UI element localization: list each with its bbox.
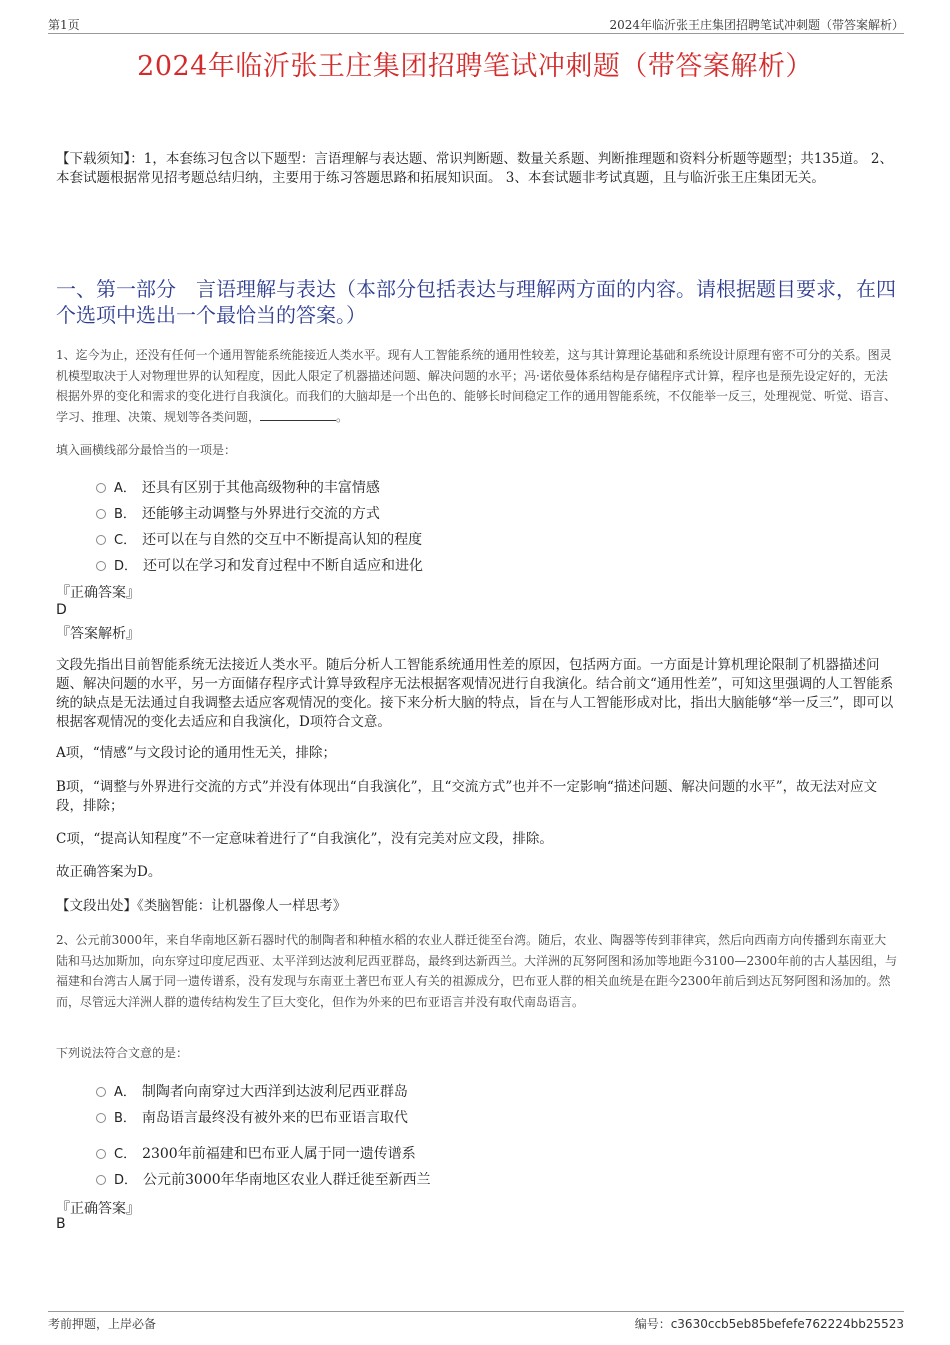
header-doc-name: 2024年临沂张王庄集团招聘笔试冲刺题（带答案解析）	[609, 18, 904, 32]
q2-option-a[interactable]: A． 制陶者向南穿过大西洋到达波利尼西亚群岛	[96, 1081, 408, 1101]
page-title: 2024年临沂张王庄集团招聘笔试冲刺题（带答案解析）	[137, 51, 813, 82]
q1-answer: D	[56, 602, 67, 618]
page-header	[48, 14, 904, 34]
page-number: 第1页	[48, 18, 80, 32]
q1-analysis-b: B项，“调整与外界进行交流的方式”并没有体现出“自我演化”，且“交流方式”也并不一定影响“描述问题、解决问题的水平”，故无法对应文段，排除；	[56, 779, 878, 814]
section-heading: 一、第一部分 言语理解与表达（本部分包括表达与理解两方面的内容。请根据题目要求，在四个选项中选出一个最恰当的答案。）	[56, 277, 896, 327]
q1-source: 【文段出处】《类脑智能：让机器像人一样思考》	[56, 898, 347, 914]
q2-option-b[interactable]: B． 南岛语言最终没有被外来的巴布亚语言取代	[96, 1107, 408, 1127]
q1-analysis-label: 『答案解析』	[56, 626, 140, 642]
question-1-stem	[56, 345, 898, 427]
question-2-stem: 2、公元前3000年，来自华南地区新石器时代的制陶者和种植水稻的农业人群迁徙至台湾。随后，农业、陶器等传到菲律宾，然后向西南方向传播到东南亚大陆和马达加斯加，向东穿过印度尼西亚、太平洋到达波利尼西亚群岛，最终到达新西兰。大洋洲的瓦努阿图和汤加等地距今3100—2300年前的古人基因组，与福建和台湾古人属于同一遗传谱系，没有发现与东南亚土著巴布亚人有关的祖源成分，巴布亚人群的相关血统是在距今2300年前后到达瓦努阿图和汤加的。然而，尽管远大洋洲人群的遗传结构发生了巨大变化，但作为外来的巴布亚语言并没有取代南岛语言。	[56, 933, 898, 1009]
q2-answer: B	[56, 1216, 66, 1232]
q1-analysis-a: A项，“情感”与文段讨论的通用性无关，排除；	[56, 745, 337, 761]
radio-button[interactable]	[96, 535, 106, 545]
q1-analysis-c: C项，“提高认知程度”不一定意味着进行了“自我演化”，没有完美对应文段，排除。	[56, 831, 553, 847]
radio-button[interactable]	[96, 1113, 106, 1123]
q1-option-a[interactable]: A． 还具有区别于其他高级物种的丰富情感	[96, 477, 380, 497]
radio-button[interactable]	[96, 1175, 106, 1185]
q1-option-b[interactable]: B． 还能够主动调整与外界进行交流的方式	[96, 503, 380, 523]
question-1-text: 1、迄今为止，还没有任何一个通用智能系统能接近人类水平。现有人工智能系统的通用性较差，这与其计算理论基础和系统设计原理有密不可分的关系。图灵机模型取决于人对物理世界的认知程度，因此人限定了机器描述问题、解决问题的水平；冯·诺依曼体系结构是存储程序式计算，程序也是预先设定好的，无法根据外界的变化和需求的变化进行自我演化。而我们的大脑却是一个出色的、能够长时间稳定工作的通用智能系统，不仅能举一反三，处理视觉、听觉、语言、学习、推理、决策、规划等各类问题，	[56, 348, 897, 424]
q2-option-d[interactable]: D． 公元前3000年华南地区农业人群迁徙至新西兰	[96, 1169, 431, 1189]
radio-button[interactable]	[96, 1149, 106, 1159]
q1-analysis-conclusion: 故正确答案为D。	[56, 864, 162, 880]
fill-blank-line	[260, 409, 336, 421]
footer-slogan: 考前押题，上岸必备	[48, 1317, 157, 1331]
q2-answer-label: 『正确答案』	[56, 1201, 140, 1217]
question-1-prompt: 填入画横线部分最恰当的一项是：	[56, 443, 237, 457]
q2-option-c[interactable]: C． 2300年前福建和巴布亚人属于同一遗传谱系	[96, 1143, 416, 1163]
radio-button[interactable]	[96, 561, 106, 571]
q1-answer-label: 『正确答案』	[56, 585, 140, 601]
question-1-text-end: 。	[336, 409, 349, 424]
download-notice: 【下载须知】：1，本套练习包含以下题型：言语理解与表达题、常识判断题、数量关系题、判断推理题和资料分析题等题型；共135道。 2、本套试题根据常见招考题总结归纳，主要用于练习答题思路和拓展知识面。 3、本套试题非考试真题，且与临沂张王庄集团无关。	[56, 151, 893, 186]
radio-button[interactable]	[96, 509, 106, 519]
radio-button[interactable]	[96, 1087, 106, 1097]
q1-option-d[interactable]: D． 还可以在学习和发育过程中不断自适应和进化	[96, 555, 423, 575]
q1-analysis-paragraph: 文段先指出目前智能系统无法接近人类水平。随后分析人工智能系统通用性差的原因，包括两方面。一方面是计算机理论限制了机器描述问题、解决问题的水平，另一方面储存程序式计算导致程序无法根据客观情况进行自我演化。结合前文“通用性差”，可知这里强调的人工智能系统的缺点是无法通过自我调整去适应客观情况的变化。接下来分析大脑的特点，旨在与人工智能形成对比，指出大脑能够“举一反三”，即可以根据客观情况的变化去适应和自我演化，D项符合文意。	[56, 657, 894, 730]
question-2-prompt: 下列说法符合文意的是：	[56, 1046, 189, 1060]
page-footer	[48, 1311, 904, 1331]
footer-code: 编号：c3630ccb5eb85befefe762224bb25523	[634, 1317, 904, 1331]
q1-option-c[interactable]: C． 还可以在与自然的交互中不断提高认知的程度	[96, 529, 422, 549]
radio-button[interactable]	[96, 483, 106, 493]
